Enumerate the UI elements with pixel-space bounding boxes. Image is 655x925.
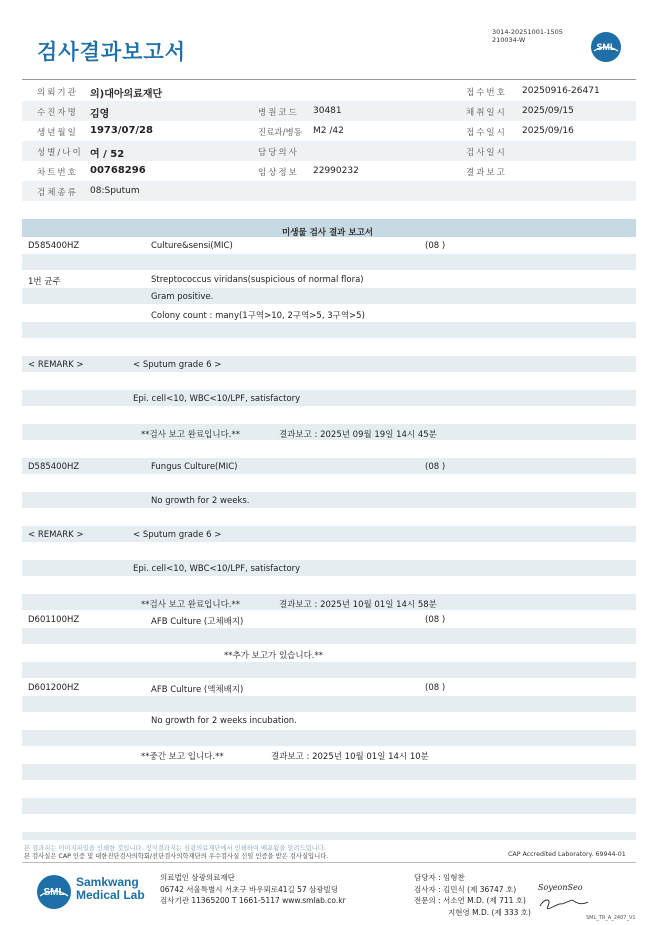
dept-ward-value: M2 /42 [313, 126, 344, 136]
staff-tester: 검사자 : 김민식 (제 36747 호) [414, 884, 517, 894]
referral-org-value: 의)대아의료재단 [90, 89, 163, 100]
row-band [22, 288, 636, 304]
remark-text: < Sputum grade 6 > [133, 360, 222, 370]
receipt-date-value: 2025/09/16 [522, 126, 574, 136]
sml-logo-icon [36, 874, 72, 910]
staff-info [414, 872, 531, 918]
recipient-label: 수진자명 [37, 108, 78, 118]
chart-no-label: 차트번호 [37, 168, 78, 178]
sml-logo-text: SML [43, 887, 65, 898]
form-code: SML_TR_A_2407_V1 [586, 915, 636, 921]
org-address: 06742 서울특별시 서초구 바우뫼로41길 57 삼광빌딩 [160, 884, 339, 894]
sex-age-value: 여 / 52 [90, 149, 125, 160]
staff-person-in-charge: 담당자 : 임형찬 [414, 873, 465, 882]
accession-no-label: 접수번호 [466, 88, 507, 98]
row-band [22, 390, 636, 406]
document-id [492, 28, 563, 44]
remark-detail: Epi. cell<10, WBC<10/LPF, satisfactory [133, 564, 301, 574]
staff-specialist-1: 전문의 : 서소연 M.D. (제 711 호) [414, 896, 526, 905]
dept-ward-label: 진료과/병동 [258, 128, 302, 138]
row-band [22, 764, 636, 780]
collection-date-value: 2025/09/15 [522, 106, 574, 116]
referral-org-label: 의뢰기관 [37, 88, 78, 98]
report-datetime: 결과보고 : 2025년 10월 01일 14시 10분 [271, 752, 429, 762]
info-row-6 [22, 181, 636, 201]
recipient-value: 김영 [90, 109, 110, 120]
remark-label: < REMARK > [28, 360, 84, 370]
receipt-date-label: 접수일시 [466, 128, 507, 138]
info-row-3 [22, 121, 636, 141]
row-band [22, 458, 636, 474]
footer-accreditation-note: 본 검사실은 CAP 인증 및 대한진단검사의학회/진단검사의학재단의 우수검사실 신임 인증을 받은 검사실입니다. [24, 853, 329, 860]
signature-text: SoyeonSeo [538, 883, 583, 892]
header-divider [22, 79, 636, 80]
logo-line-2: Medical Lab [76, 888, 145, 902]
test-date-label: 검사일시 [466, 148, 507, 158]
birth-label: 생년월일 [37, 128, 78, 138]
test-name: AFB Culture (고체배지) [151, 617, 244, 627]
test-code: D601200HZ [28, 683, 80, 693]
page-title: 검사결과보고서 [37, 40, 187, 64]
sex-age-label: 성별/나이 [37, 148, 83, 158]
row-band [22, 254, 636, 270]
doctor-label: 담당의사 [258, 148, 299, 158]
result-text: No growth for 2 weeks incubation. [151, 716, 297, 726]
specimen-label: 검체종류 [37, 188, 78, 198]
row-band [22, 696, 636, 712]
test-number: (08 ) [425, 615, 446, 625]
report-datetime: 결과보고 : 2025년 10월 01일 14시 58분 [279, 600, 437, 610]
test-number: (08 ) [425, 683, 446, 693]
clinical-info-value: 22990232 [313, 166, 359, 176]
report-status: **검사 보고 완료입니다.** [141, 430, 241, 440]
org-contact: 검사기관 11365200 T 1661-5117 www.smlab.co.kr [160, 896, 346, 905]
accession-no-value: 20250916-26471 [522, 86, 600, 96]
test-code: D601100HZ [28, 615, 80, 625]
row-band [22, 322, 636, 338]
gram-stain: Gram positive. [151, 292, 214, 302]
document-id-line-2: 210034-W [492, 36, 526, 44]
row-band [22, 526, 636, 542]
org-name: 의료법인 삼광의료재단 [160, 873, 235, 882]
organization-info [160, 872, 346, 907]
report-title: 미생물 검사 결과 보고서 [282, 228, 373, 238]
test-number: (08 ) [425, 241, 446, 251]
logo-line-1: Samkwang [76, 875, 139, 889]
info-row-2 [22, 101, 636, 121]
report-status: **중간 보고 입니다.** [141, 752, 224, 762]
sml-logo-icon [590, 31, 622, 63]
document-id-line-1: 3014-20251001-1505 [492, 28, 563, 36]
row-band [22, 662, 636, 678]
sml-logo-text: SML [596, 42, 616, 52]
row-band [22, 628, 636, 644]
additional-report-note: **추가 보고가 있습니다.** [224, 651, 324, 661]
report-datetime: 결과보고 : 2025년 09월 19일 14시 45분 [279, 430, 437, 440]
row-band [22, 798, 636, 814]
test-name: Fungus Culture(MIC) [151, 462, 238, 472]
test-name: AFB Culture (액체배지) [151, 685, 244, 695]
result-text: No growth for 2 weeks. [151, 496, 250, 506]
info-row-4 [22, 141, 636, 161]
specimen-value: 08:Sputum [90, 186, 140, 196]
row-band [22, 560, 636, 576]
organism-name: Streptococcus viridans(suspicious of normal flora) [151, 275, 364, 285]
birth-value: 1973/07/28 [90, 125, 153, 136]
report-status: **검사 보고 완료입니다.** [141, 600, 241, 610]
cap-accreditation: CAP Accredited Laboratory. 69944-01 [508, 851, 626, 858]
samkwang-logo [36, 872, 145, 912]
chart-no-value: 00768296 [90, 165, 146, 176]
remark-text: < Sputum grade 6 > [133, 530, 222, 540]
colony-count: Colony count : many(1구역>10, 2구역>5, 3구역>5) [151, 311, 365, 321]
footer-divider [22, 862, 636, 863]
row-band [22, 730, 636, 746]
report-label: 결과보고 [466, 168, 507, 178]
hospital-code-value: 30481 [313, 106, 342, 116]
footer-disclaimer: 본 결과지는 이미지파일을 인쇄한 것입니다. 정식결과지는 삼광의료재단에서 인쇄하여 배포됨을 알려드립니다. [24, 845, 326, 852]
collection-date-label: 채취일시 [466, 108, 507, 118]
info-row-5 [22, 161, 636, 181]
test-number: (08 ) [425, 462, 446, 472]
test-code: D585400HZ [28, 241, 80, 251]
row-band [22, 832, 636, 840]
remark-detail: Epi. cell<10, WBC<10/LPF, satisfactory [133, 394, 301, 404]
signature-image [532, 880, 602, 912]
test-code: D585400HZ [28, 462, 80, 472]
remark-label: < REMARK > [28, 530, 84, 540]
clinical-info-label: 임상정보 [258, 168, 299, 178]
info-row-1 [22, 81, 636, 101]
row-band [22, 356, 636, 372]
strain-label: 1번 균주 [28, 277, 61, 287]
staff-specialist-2: 지현영 M.D. (제 333 호) [448, 907, 531, 917]
row-band [22, 492, 636, 508]
hospital-code-label: 병원코드 [258, 108, 299, 118]
test-name: Culture&sensi(MIC) [151, 241, 233, 251]
